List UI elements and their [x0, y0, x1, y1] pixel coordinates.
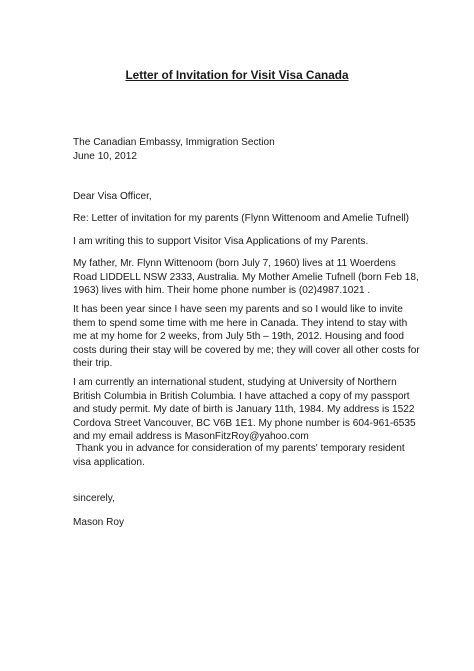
paragraph-line: costs during their stay will be covered by me; they will cover all other costs for — [73, 344, 420, 356]
paragraph-line: Cordova Street Vancouver, BC V6B 1E1. My phone number is 604-961-6535 — [73, 417, 416, 429]
intro-text: I am writing this to support Visitor Visa Applications of my Parents. — [73, 236, 369, 247]
letter-date: June 10, 2012 — [73, 150, 137, 162]
paragraph-line: and my email address is MasonFitzRoy@yahoo.com — [73, 431, 309, 443]
letter-title: Letter of Invitation for Visit Visa Canada — [125, 68, 349, 82]
parents-paragraph — [73, 257, 433, 298]
closing-text: sincerely, — [73, 493, 115, 504]
recipient-line: The Canadian Embassy, Immigration Section — [73, 137, 275, 148]
visit-paragraph — [73, 303, 433, 371]
paragraph-line: their trip. — [73, 358, 113, 370]
subject-text: Re: Letter of invitation for my parents (Flynn Wittenoom and Amelie Tufnell) — [73, 213, 410, 224]
paragraph-line: visa application. — [73, 456, 145, 468]
paragraph-line: them to spend some time with me here in Canada. They intend to stay with — [73, 317, 408, 329]
salutation — [73, 190, 433, 204]
paragraph-line: 1963) lives with him. Their home phone number is (02)4987.1021 . — [73, 285, 371, 297]
paragraph-line: Road LIDDELL NSW 2333, Australia. My Mother Amelie Tufnell (born Feb 18, — [73, 271, 419, 283]
paragraph-line: It has been year since I have seen my parents and so I would like to invite — [73, 304, 403, 315]
paragraph-line: and study permit. My date of birth is January 11th, 1984. My address is 1522 — [73, 404, 415, 416]
paragraph-line: I am currently an international student, studying at University of Northern — [73, 377, 397, 388]
self-paragraph — [73, 376, 433, 444]
paragraph-line: me at my home for 2 weeks, from July 5th – 19th, 2012. Housing and food — [73, 331, 405, 343]
paragraph-line: Thank you in advance for consideration of my parents' temporary resident — [73, 443, 405, 454]
recipient-block — [73, 136, 433, 163]
salutation-text: Dear Visa Officer, — [73, 191, 152, 202]
closing — [73, 492, 433, 506]
subject-line — [73, 212, 433, 226]
paragraph-line: My father, Mr. Flynn Wittenoom (born July 7, 1960) lives at 11 Woerdens — [73, 258, 396, 269]
thanks-paragraph — [73, 442, 433, 469]
signature-name: Mason Roy — [73, 517, 125, 528]
paragraph-line: British Columbia in British Columbia. I have attached a copy of my passport — [73, 390, 410, 402]
signature — [73, 516, 433, 530]
intro-paragraph — [73, 235, 433, 249]
